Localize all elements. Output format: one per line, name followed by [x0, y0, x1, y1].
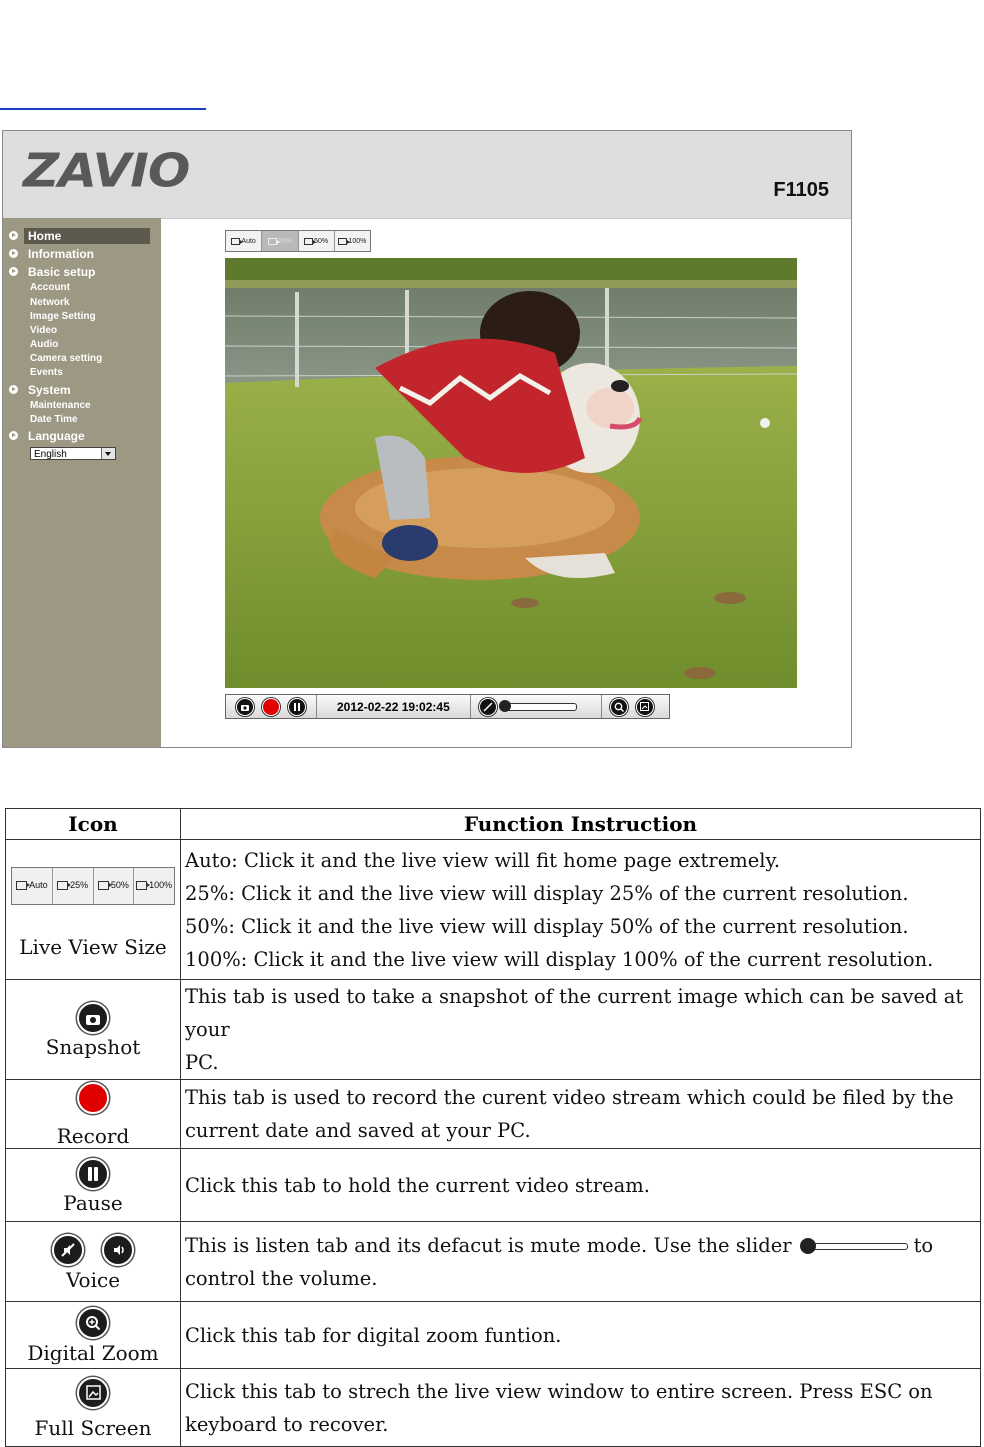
- instruction-cell: [181, 1369, 981, 1447]
- header-bar: [3, 131, 851, 219]
- instruction-line: keyboard to recover.: [185, 1412, 389, 1436]
- volume-slider[interactable]: [501, 703, 577, 711]
- nav-label: Information: [28, 246, 94, 261]
- language-select[interactable]: [30, 447, 116, 460]
- instruction-line: 100%: Click it and the live view will display 100% of the current resolution.: [185, 947, 934, 971]
- volume-segment: [471, 695, 602, 718]
- speaker-icon: [102, 1234, 134, 1266]
- icon-cell: [6, 980, 181, 1080]
- live-view-image: [225, 258, 797, 688]
- instruction-cell: [181, 1222, 981, 1302]
- instruction-cell: [181, 840, 981, 980]
- instruction-cell: [181, 1302, 981, 1369]
- icon-label: Voice: [65, 1267, 121, 1292]
- icon-label: Digital Zoom: [27, 1341, 159, 1365]
- nav-basic-setup[interactable]: [9, 263, 95, 280]
- live-view-photo: [225, 258, 797, 688]
- icon-cell: [6, 1222, 181, 1302]
- header-icon: Icon: [6, 809, 181, 840]
- table-row: [6, 1222, 981, 1302]
- header-function-instruction: Function Instruction: [181, 809, 981, 840]
- arrow-bullet-icon: [9, 431, 18, 440]
- size-25-button[interactable]: [262, 231, 298, 251]
- live-view-size-buttons: [11, 867, 175, 905]
- instruction-line: This tab is used to take a snapshot of the current image which can be saved at your: [185, 985, 964, 1041]
- size-label: 50%: [314, 237, 329, 245]
- monitor-icon: [338, 238, 347, 245]
- camera-web-ui-screenshot: [2, 130, 852, 748]
- instruction-text: to: [913, 1233, 934, 1257]
- monitor-icon: [268, 238, 277, 245]
- instruction-line: [185, 1229, 976, 1262]
- timestamp-segment: [317, 695, 471, 718]
- zoom-in-icon[interactable]: [610, 698, 628, 716]
- table-header-row: [6, 809, 981, 840]
- size-100-button[interactable]: [335, 231, 370, 251]
- size-50-button[interactable]: [299, 231, 335, 251]
- instruction-text: This is listen tab and its defacut is mute mode. Use the slider: [185, 1233, 792, 1257]
- instruction-line: Auto: Click it and the live view will fit home page extremely.: [185, 848, 781, 872]
- instruction-line: control the volume.: [185, 1266, 378, 1290]
- instruction-line: Click this tab to hold the current video stream.: [185, 1173, 650, 1197]
- table-row: [6, 1149, 981, 1222]
- live-view-size-bar: [225, 230, 371, 252]
- control-buttons: [226, 695, 317, 718]
- instruction-line: Click this tab to strech the live view window to entire screen. Press ESC on: [185, 1379, 933, 1403]
- instruction-cell: [181, 1149, 981, 1222]
- function-instruction-table: [5, 808, 981, 1447]
- icon-cell: [6, 1080, 181, 1149]
- table-row: [6, 1302, 981, 1369]
- instruction-line: 25%: Click it and the live view will display 25% of the current resolution.: [185, 881, 909, 905]
- size-label: 100%: [348, 237, 367, 245]
- record-icon[interactable]: [262, 698, 280, 716]
- icon-cell: [6, 1149, 181, 1222]
- nav-sub-account[interactable]: Account: [30, 282, 70, 293]
- nav-information[interactable]: [9, 245, 94, 262]
- nav-sub-maintenance[interactable]: Maintenance: [30, 400, 91, 411]
- size-label: 25%: [277, 237, 292, 245]
- fullscreen-icon: [77, 1377, 109, 1409]
- size-label: Auto: [241, 237, 256, 245]
- pause-icon[interactable]: [288, 698, 306, 716]
- nav-sub-camera-setting[interactable]: Camera setting: [30, 353, 103, 364]
- arrow-bullet-icon: [9, 249, 18, 258]
- monitor-icon: [136, 881, 147, 890]
- size-auto-sample: Auto: [12, 868, 53, 904]
- volume-slider-icon: [798, 1237, 908, 1255]
- nav-label: Language: [28, 428, 85, 443]
- nav-sub-events[interactable]: Events: [30, 367, 63, 378]
- monitor-icon: [98, 881, 109, 890]
- icon-label: Full Screen: [34, 1416, 152, 1441]
- nav-sub-date-time[interactable]: Date Time: [30, 414, 78, 425]
- nav-home[interactable]: [9, 227, 150, 244]
- nav-language[interactable]: [9, 427, 85, 444]
- top-link-underline: [0, 108, 206, 110]
- icon-cell: [6, 840, 181, 980]
- timestamp: 2012-02-22 19:02:45: [337, 699, 450, 714]
- arrow-bullet-icon: [9, 231, 18, 240]
- instruction-line: 50%: Click it and the live view will display 50% of the current resolution.: [185, 914, 909, 938]
- monitor-icon: [16, 881, 27, 890]
- mute-speaker-icon: [52, 1234, 84, 1266]
- table-row: [6, 980, 981, 1080]
- icon-label: Snapshot: [45, 1034, 141, 1059]
- nav-label: Basic setup: [28, 264, 96, 279]
- table-row: [6, 1080, 981, 1149]
- instruction-line: This tab is used to record the curent video stream which could be filed by the: [185, 1086, 954, 1109]
- instruction-line: current date and saved at your PC.: [185, 1119, 531, 1142]
- size-auto-button[interactable]: [226, 231, 262, 251]
- fullscreen-icon[interactable]: [636, 698, 654, 716]
- nav-label: Home: [24, 228, 150, 244]
- arrow-bullet-icon: [9, 267, 18, 276]
- icon-cell: [6, 1302, 181, 1369]
- nav-sub-video[interactable]: Video: [30, 325, 58, 336]
- volume-slider-knob[interactable]: [499, 700, 511, 712]
- pause-icon: [77, 1158, 109, 1190]
- icon-label: Pause: [63, 1190, 123, 1215]
- table-row: [6, 840, 981, 980]
- nav-sub-audio[interactable]: Audio: [30, 339, 59, 350]
- monitor-icon: [231, 238, 240, 245]
- brand-logo: ZAVIO: [23, 144, 190, 198]
- nav-system[interactable]: [9, 381, 71, 398]
- playback-control-bar: [225, 694, 670, 719]
- model-name: F1105: [773, 179, 829, 201]
- arrow-bullet-icon: [9, 385, 18, 394]
- size-50-sample: 50%: [94, 868, 135, 904]
- sidebar: [3, 218, 161, 748]
- record-icon: [77, 1082, 109, 1114]
- nav-sub-network[interactable]: Network: [30, 297, 70, 308]
- instruction-line: PC.: [185, 1051, 219, 1074]
- icon-cell: [6, 1369, 181, 1447]
- icon-label: Live View Size: [19, 934, 167, 959]
- zoom-in-icon: [77, 1307, 109, 1339]
- mute-speaker-icon[interactable]: [479, 698, 497, 716]
- instruction-cell: [181, 980, 981, 1080]
- monitor-icon: [304, 238, 313, 245]
- snapshot-camera-icon[interactable]: [236, 698, 254, 716]
- nav-sub-image-setting[interactable]: Image Setting: [30, 311, 96, 322]
- icon-label: Record: [56, 1124, 130, 1148]
- instruction-cell: [181, 1080, 981, 1149]
- view-buttons: [602, 695, 658, 718]
- size-100-sample: 100%: [134, 868, 174, 904]
- table-row: [6, 1369, 981, 1447]
- instruction-line: Click this tab for digital zoom funtion.: [185, 1323, 562, 1347]
- nav-label: System: [28, 382, 71, 397]
- monitor-icon: [57, 881, 68, 890]
- size-25-sample: 25%: [53, 868, 94, 904]
- chevron-down-icon[interactable]: [101, 448, 115, 459]
- language-value: English: [34, 449, 67, 460]
- snapshot-camera-icon: [77, 1002, 109, 1034]
